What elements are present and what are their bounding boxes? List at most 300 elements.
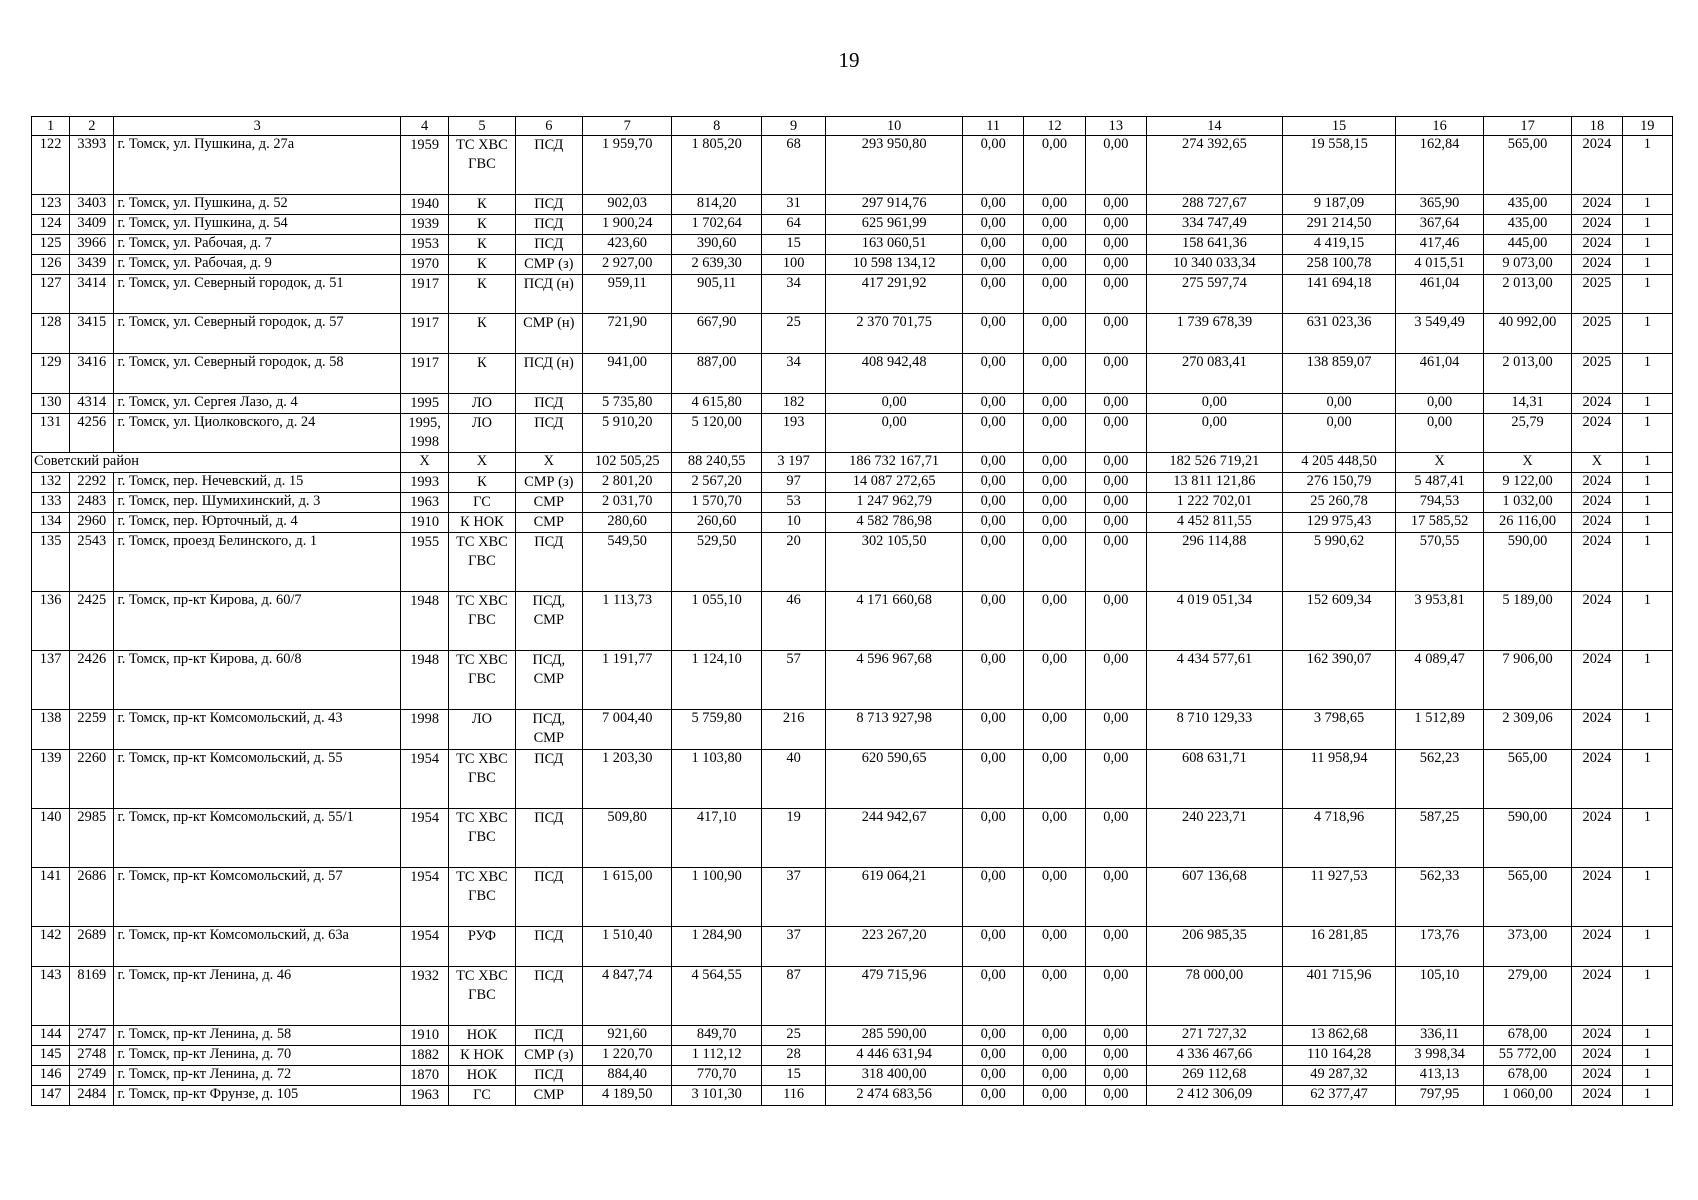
- table-cell: ЛО: [449, 414, 515, 453]
- column-header: 9: [761, 117, 825, 136]
- table-cell: 678,00: [1483, 1066, 1571, 1086]
- table-row: [32, 1026, 1673, 1046]
- table-cell: 0,00: [1024, 513, 1085, 533]
- table-cell: 1 615,00: [582, 868, 671, 927]
- table-cell: 7 004,40: [582, 710, 671, 750]
- address-cell: г. Томск, ул. Пушкина, д. 54: [114, 215, 401, 235]
- table-cell: 275 597,74: [1147, 275, 1283, 314]
- table-cell: 941,00: [582, 354, 671, 394]
- table-cell: 0,00: [963, 394, 1024, 414]
- table-cell: 0,00: [1024, 1066, 1085, 1086]
- table-cell: 2024: [1572, 967, 1622, 1026]
- address-cell: г. Томск, пр-кт Ленина, д. 72: [114, 1066, 401, 1086]
- address-cell: г. Томск, пр-кт Комсомольский, д. 43: [114, 710, 401, 750]
- table-cell: 0,00: [1024, 710, 1085, 750]
- table-row: [32, 414, 1673, 453]
- table-cell: 1910: [401, 513, 449, 533]
- table-cell: 1 702,64: [672, 215, 761, 235]
- district-total-row: [32, 453, 1673, 473]
- table-cell: К: [449, 235, 515, 255]
- table-cell: 0,00: [963, 314, 1024, 354]
- table-cell: 3415: [70, 314, 114, 354]
- address-cell: г. Томск, пр-кт Ленина, д. 46: [114, 967, 401, 1026]
- table-cell: 678,00: [1483, 1026, 1571, 1046]
- address-cell: г. Томск, пр-кт Комсомольский, д. 57: [114, 868, 401, 927]
- table-cell: 721,90: [582, 314, 671, 354]
- table-cell: 4 615,80: [672, 394, 761, 414]
- table-cell: 1: [1622, 414, 1672, 453]
- table-cell: ТС ХВС ГВС: [449, 967, 515, 1026]
- table-cell: 1: [1622, 493, 1672, 513]
- table-cell: 1: [1622, 354, 1672, 394]
- table-cell: 1 222 702,01: [1147, 493, 1283, 513]
- table-cell: 138: [32, 710, 70, 750]
- table-cell: 1 103,80: [672, 750, 761, 809]
- table-cell: 5 735,80: [582, 394, 671, 414]
- table-cell: 1 032,00: [1483, 493, 1571, 513]
- table-cell: 1 100,90: [672, 868, 761, 927]
- table-cell: 110 164,28: [1282, 1046, 1396, 1066]
- table-row: [32, 354, 1673, 394]
- table-cell: 1 247 962,79: [826, 493, 963, 513]
- table-cell: 0,00: [963, 513, 1024, 533]
- table-row: [32, 235, 1673, 255]
- table-cell: 1948: [401, 651, 449, 710]
- table-cell: 10 598 134,12: [826, 255, 963, 275]
- table-cell: 0,00: [963, 354, 1024, 394]
- table-cell: 143: [32, 967, 70, 1026]
- table-cell: 2025: [1572, 275, 1622, 314]
- table-cell: 0,00: [1282, 394, 1396, 414]
- table-cell: 1 203,30: [582, 750, 671, 809]
- address-cell: г. Томск, ул. Рабочая, д. 7: [114, 235, 401, 255]
- table-cell: 279,00: [1483, 967, 1571, 1026]
- table-cell: 2 031,70: [582, 493, 671, 513]
- table-cell: 1: [1622, 453, 1672, 473]
- table-cell: НОК: [449, 1066, 515, 1086]
- table-cell: 0,00: [1085, 1046, 1146, 1066]
- table-cell: 0,00: [1085, 1066, 1146, 1086]
- table-cell: 4 205 448,50: [1282, 453, 1396, 473]
- table-cell: 0,00: [1024, 255, 1085, 275]
- column-header: 19: [1622, 117, 1672, 136]
- table-cell: 1939: [401, 215, 449, 235]
- table-cell: 8 710 129,33: [1147, 710, 1283, 750]
- table-cell: 130: [32, 394, 70, 414]
- table-row: [32, 1086, 1673, 1106]
- table-cell: 123: [32, 195, 70, 215]
- table-cell: 244 942,67: [826, 809, 963, 868]
- table-cell: 0,00: [963, 1066, 1024, 1086]
- table-cell: 122: [32, 136, 70, 195]
- table-cell: 0,00: [1085, 533, 1146, 592]
- table-cell: 435,00: [1483, 215, 1571, 235]
- column-header: 8: [672, 117, 761, 136]
- table-cell: 2025: [1572, 354, 1622, 394]
- table-cell: 0,00: [1085, 493, 1146, 513]
- table-cell: 10: [761, 513, 825, 533]
- table-cell: 2024: [1572, 493, 1622, 513]
- table-cell: 0,00: [1024, 215, 1085, 235]
- table-cell: 134: [32, 513, 70, 533]
- table-cell: К НОК: [449, 513, 515, 533]
- table-row: [32, 533, 1673, 592]
- table-cell: 162,84: [1396, 136, 1483, 195]
- table-cell: 1955: [401, 533, 449, 592]
- table-cell: 794,53: [1396, 493, 1483, 513]
- table-cell: 2 412 306,09: [1147, 1086, 1283, 1106]
- table-row: [32, 215, 1673, 235]
- table-cell: 1963: [401, 1086, 449, 1106]
- table-cell: 4 718,96: [1282, 809, 1396, 868]
- table-cell: 770,70: [672, 1066, 761, 1086]
- table-cell: 0,00: [963, 710, 1024, 750]
- table-cell: 15: [761, 1066, 825, 1086]
- table-cell: 2024: [1572, 1026, 1622, 1046]
- address-cell: г. Томск, пр-кт Комсомольский, д. 55/1: [114, 809, 401, 868]
- table-cell: 270 083,41: [1147, 354, 1283, 394]
- table-cell: 14 087 272,65: [826, 473, 963, 493]
- table-cell: 131: [32, 414, 70, 453]
- table-cell: ПСД: [515, 809, 582, 868]
- table-cell: 2024: [1572, 592, 1622, 651]
- address-cell: г. Томск, пр-кт Комсомольский, д. 55: [114, 750, 401, 809]
- table-cell: 4256: [70, 414, 114, 453]
- table-cell: 3966: [70, 235, 114, 255]
- table-cell: 5 759,80: [672, 710, 761, 750]
- column-header: 6: [515, 117, 582, 136]
- table-cell: 3416: [70, 354, 114, 394]
- column-header: 18: [1572, 117, 1622, 136]
- table-cell: 417,10: [672, 809, 761, 868]
- table-cell: 37: [761, 868, 825, 927]
- table-cell: 5 487,41: [1396, 473, 1483, 493]
- column-header: 10: [826, 117, 963, 136]
- table-cell: 5 189,00: [1483, 592, 1571, 651]
- table-cell: 373,00: [1483, 927, 1571, 967]
- table-cell: 2292: [70, 473, 114, 493]
- table-cell: 280,60: [582, 513, 671, 533]
- table-cell: 3 549,49: [1396, 314, 1483, 354]
- table-cell: 2425: [70, 592, 114, 651]
- table-cell: 0,00: [1024, 473, 1085, 493]
- table-cell: 3 798,65: [1282, 710, 1396, 750]
- table-cell: 1 220,70: [582, 1046, 671, 1066]
- table-cell: 2024: [1572, 513, 1622, 533]
- table-cell: 1: [1622, 868, 1672, 927]
- table-cell: 1: [1622, 136, 1672, 195]
- table-cell: 1 570,70: [672, 493, 761, 513]
- column-header: 3: [114, 117, 401, 136]
- table-cell: 0,00: [963, 809, 1024, 868]
- table-cell: 1 512,89: [1396, 710, 1483, 750]
- table-cell: 2024: [1572, 809, 1622, 868]
- table-cell: 129: [32, 354, 70, 394]
- table-cell: 959,11: [582, 275, 671, 314]
- table-cell: ТС ХВС ГВС: [449, 592, 515, 651]
- table-cell: 2024: [1572, 394, 1622, 414]
- table-row: [32, 394, 1673, 414]
- table-cell: 562,23: [1396, 750, 1483, 809]
- table-cell: 445,00: [1483, 235, 1571, 255]
- table-cell: 158 641,36: [1147, 235, 1283, 255]
- table-cell: 4 015,51: [1396, 255, 1483, 275]
- address-cell: г. Томск, ул. Сергея Лазо, д. 4: [114, 394, 401, 414]
- table-cell: 0,00: [963, 215, 1024, 235]
- table-cell: 137: [32, 651, 70, 710]
- column-header: 17: [1483, 117, 1571, 136]
- table-cell: 0,00: [1024, 314, 1085, 354]
- column-header: 7: [582, 117, 671, 136]
- table-cell: 0,00: [1024, 927, 1085, 967]
- table-cell: ТС ХВС ГВС: [449, 651, 515, 710]
- table-cell: 1932: [401, 967, 449, 1026]
- column-header: 15: [1282, 117, 1396, 136]
- table-cell: 2 474 683,56: [826, 1086, 963, 1106]
- table-row: [32, 651, 1673, 710]
- table-cell: 11 927,53: [1282, 868, 1396, 927]
- table-cell: К: [449, 255, 515, 275]
- table-cell: 435,00: [1483, 195, 1571, 215]
- table-cell: 0,00: [1085, 651, 1146, 710]
- table-cell: 276 150,79: [1282, 473, 1396, 493]
- table-cell: 1: [1622, 809, 1672, 868]
- table-cell: 126: [32, 255, 70, 275]
- table-cell: 631 023,36: [1282, 314, 1396, 354]
- table-cell: 271 727,32: [1147, 1026, 1283, 1046]
- table-cell: 1 739 678,39: [1147, 314, 1283, 354]
- table-cell: 590,00: [1483, 809, 1571, 868]
- table-cell: 619 064,21: [826, 868, 963, 927]
- table-cell: 1: [1622, 651, 1672, 710]
- table-cell: 1: [1622, 1046, 1672, 1066]
- table-cell: 849,70: [672, 1026, 761, 1046]
- table-cell: 3 101,30: [672, 1086, 761, 1106]
- table-cell: 562,33: [1396, 868, 1483, 927]
- table-cell: 2543: [70, 533, 114, 592]
- table-cell: 2024: [1572, 533, 1622, 592]
- table-cell: 0,00: [963, 453, 1024, 473]
- table-cell: 100: [761, 255, 825, 275]
- table-cell: К: [449, 314, 515, 354]
- table-cell: 0,00: [963, 967, 1024, 1026]
- table-cell: 28: [761, 1046, 825, 1066]
- table-row: [32, 1046, 1673, 1066]
- table-cell: 4 189,50: [582, 1086, 671, 1106]
- table-cell: 565,00: [1483, 750, 1571, 809]
- table-cell: 1954: [401, 809, 449, 868]
- column-header: 5: [449, 117, 515, 136]
- table-cell: К: [449, 354, 515, 394]
- table-cell: 1953: [401, 235, 449, 255]
- table-cell: 1: [1622, 533, 1672, 592]
- table-cell: 0,00: [826, 414, 963, 453]
- table-cell: 4 452 811,55: [1147, 513, 1283, 533]
- table-cell: 2024: [1572, 215, 1622, 235]
- table-row: [32, 195, 1673, 215]
- table-cell: 0,00: [1085, 967, 1146, 1026]
- address-cell: г. Томск, ул. Пушкина, д. 27а: [114, 136, 401, 195]
- table-cell: 318 400,00: [826, 1066, 963, 1086]
- table-cell: 1948: [401, 592, 449, 651]
- table-cell: 0,00: [1085, 195, 1146, 215]
- table-cell: 608 631,71: [1147, 750, 1283, 809]
- address-cell: г. Томск, пр-кт Фрунзе, д. 105: [114, 1086, 401, 1106]
- table-cell: 549,50: [582, 533, 671, 592]
- table-cell: 0,00: [963, 651, 1024, 710]
- table-cell: СМР: [515, 513, 582, 533]
- table-cell: 587,25: [1396, 809, 1483, 868]
- table-cell: 4 419,15: [1282, 235, 1396, 255]
- table-cell: 0,00: [1024, 414, 1085, 453]
- address-cell: г. Томск, пр-кт Кирова, д. 60/8: [114, 651, 401, 710]
- table-cell: К НОК: [449, 1046, 515, 1066]
- table-cell: 2260: [70, 750, 114, 809]
- table-cell: 1995, 1998: [401, 414, 449, 453]
- table-cell: К: [449, 215, 515, 235]
- table-cell: 2024: [1572, 414, 1622, 453]
- table-cell: 4 446 631,94: [826, 1046, 963, 1066]
- table-cell: 0,00: [1024, 967, 1085, 1026]
- table-cell: 3414: [70, 275, 114, 314]
- table-cell: 2484: [70, 1086, 114, 1106]
- table-cell: 4 089,47: [1396, 651, 1483, 710]
- table-cell: 20: [761, 533, 825, 592]
- table-cell: 4 596 967,68: [826, 651, 963, 710]
- table-cell: 0,00: [1085, 314, 1146, 354]
- table-cell: 2024: [1572, 1066, 1622, 1086]
- address-cell: г. Томск, пр-кт Ленина, д. 70: [114, 1046, 401, 1066]
- table-cell: 7 906,00: [1483, 651, 1571, 710]
- table-cell: Х: [401, 453, 449, 473]
- table-cell: 2024: [1572, 255, 1622, 275]
- table-cell: 297 914,76: [826, 195, 963, 215]
- table-cell: 68: [761, 136, 825, 195]
- table-cell: 1: [1622, 394, 1672, 414]
- table-cell: 0,00: [1024, 493, 1085, 513]
- table-cell: 25: [761, 1026, 825, 1046]
- table-cell: 2 370 701,75: [826, 314, 963, 354]
- table-cell: 4314: [70, 394, 114, 414]
- table-cell: 0,00: [1024, 136, 1085, 195]
- table-cell: 2748: [70, 1046, 114, 1066]
- table-row: [32, 750, 1673, 809]
- table-cell: 1954: [401, 750, 449, 809]
- table-cell: 34: [761, 354, 825, 394]
- table-cell: 1: [1622, 215, 1672, 235]
- table-cell: 902,03: [582, 195, 671, 215]
- table-cell: ЛО: [449, 394, 515, 414]
- table-cell: 2259: [70, 710, 114, 750]
- table-cell: 3439: [70, 255, 114, 275]
- table-cell: 162 390,07: [1282, 651, 1396, 710]
- table-cell: 2024: [1572, 927, 1622, 967]
- table-cell: 0,00: [963, 927, 1024, 967]
- table-cell: 49 287,32: [1282, 1066, 1396, 1086]
- table-cell: 0,00: [1024, 453, 1085, 473]
- table-cell: 152 609,34: [1282, 592, 1396, 651]
- table-cell: 461,04: [1396, 275, 1483, 314]
- table-cell: 5 910,20: [582, 414, 671, 453]
- table-cell: 417 291,92: [826, 275, 963, 314]
- table-cell: 0,00: [1024, 592, 1085, 651]
- table-cell: 1 060,00: [1483, 1086, 1571, 1106]
- address-cell: г. Томск, пр-кт Кирова, д. 60/7: [114, 592, 401, 651]
- table-cell: 1: [1622, 314, 1672, 354]
- table-cell: 1: [1622, 592, 1672, 651]
- table-cell: 296 114,88: [1147, 533, 1283, 592]
- table-cell: 2 013,00: [1483, 275, 1571, 314]
- address-cell: г. Томск, ул. Северный городок, д. 51: [114, 275, 401, 314]
- table-row: [32, 809, 1673, 868]
- table-row: [32, 473, 1673, 493]
- address-cell: г. Томск, пр-кт Ленина, д. 58: [114, 1026, 401, 1046]
- table-cell: 887,00: [672, 354, 761, 394]
- table-cell: 124: [32, 215, 70, 235]
- table-cell: 0,00: [1024, 809, 1085, 868]
- table-cell: ПСД: [515, 414, 582, 453]
- table-cell: 3409: [70, 215, 114, 235]
- table-cell: 1910: [401, 1026, 449, 1046]
- table-cell: 0,00: [963, 1086, 1024, 1106]
- table-cell: 0,00: [1024, 235, 1085, 255]
- column-number-row: [32, 117, 1673, 136]
- table-cell: 0,00: [1147, 394, 1283, 414]
- table-cell: 2024: [1572, 868, 1622, 927]
- table-cell: 0,00: [1085, 414, 1146, 453]
- table-cell: ПСД: [515, 967, 582, 1026]
- table-cell: ПСД, СМР: [515, 592, 582, 651]
- table-row: [32, 967, 1673, 1026]
- table-cell: 0,00: [1085, 394, 1146, 414]
- table-cell: 570,55: [1396, 533, 1483, 592]
- table-cell: 193: [761, 414, 825, 453]
- table-cell: 9 187,09: [1282, 195, 1396, 215]
- table-cell: 0,00: [1085, 809, 1146, 868]
- table-cell: 797,95: [1396, 1086, 1483, 1106]
- table-row: [32, 136, 1673, 195]
- table-cell: 0,00: [1396, 394, 1483, 414]
- table-cell: 138 859,07: [1282, 354, 1396, 394]
- address-cell: г. Томск, пер. Юрточный, д. 4: [114, 513, 401, 533]
- table-cell: СМР (з): [515, 255, 582, 275]
- table-cell: 4 434 577,61: [1147, 651, 1283, 710]
- table-cell: 1 124,10: [672, 651, 761, 710]
- table-cell: 1 959,70: [582, 136, 671, 195]
- table-cell: 401 715,96: [1282, 967, 1396, 1026]
- table-cell: 302 105,50: [826, 533, 963, 592]
- table-cell: 2 567,20: [672, 473, 761, 493]
- table-cell: 55 772,00: [1483, 1046, 1571, 1066]
- table-cell: 565,00: [1483, 868, 1571, 927]
- table-cell: 37: [761, 927, 825, 967]
- table-cell: 0,00: [1085, 453, 1146, 473]
- table-cell: ТС ХВС ГВС: [449, 809, 515, 868]
- table-cell: ПСД: [515, 1026, 582, 1046]
- table-cell: 4 019 051,34: [1147, 592, 1283, 651]
- table-cell: 0,00: [1085, 710, 1146, 750]
- table-cell: 291 214,50: [1282, 215, 1396, 235]
- column-header: 11: [963, 117, 1024, 136]
- table-cell: 11 958,94: [1282, 750, 1396, 809]
- table-cell: 0,00: [1085, 136, 1146, 195]
- table-cell: 1 284,90: [672, 927, 761, 967]
- table-cell: 2024: [1572, 235, 1622, 255]
- table-cell: 423,60: [582, 235, 671, 255]
- table-cell: Х: [1483, 453, 1571, 473]
- table-cell: 0,00: [1024, 533, 1085, 592]
- table-cell: ЛО: [449, 710, 515, 750]
